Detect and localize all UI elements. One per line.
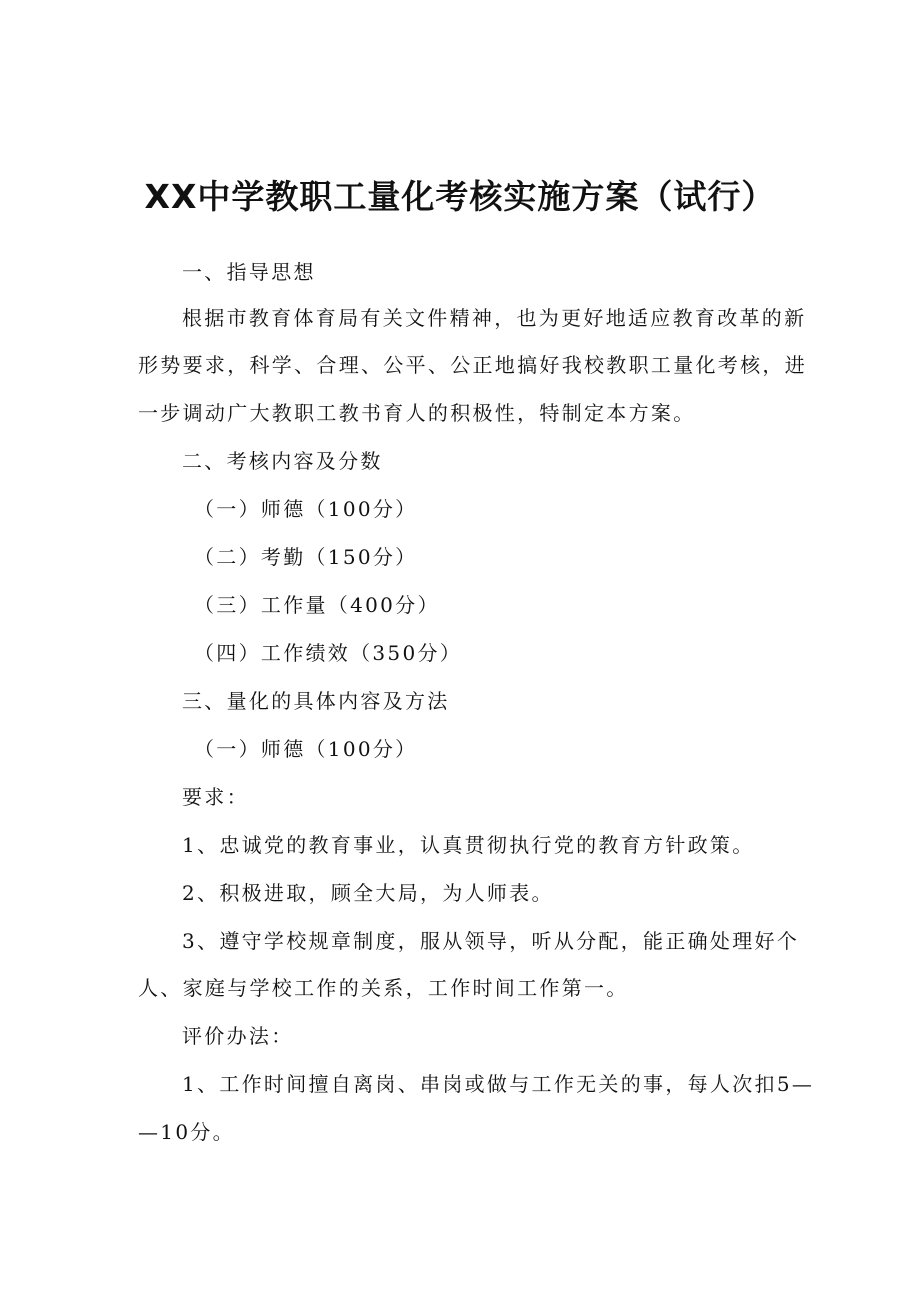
list-item: （一）师德（100分） [194, 497, 418, 521]
paragraph-line: 根据市教育体育局有关文件精神，也为更好地适应教育改革的新 [182, 306, 807, 330]
section-heading-guiding-ideology: 一、指导思想 [182, 260, 316, 284]
paragraph-line: 人、家庭与学校工作的关系，工作时间工作第一。 [138, 976, 629, 1000]
document-title: XX中学教职工量化考核实施方案（试行） [144, 177, 776, 216]
requirement-item: 1、忠诚党的教育事业，认真贯彻执行党的教育方针政策。 [182, 833, 755, 857]
requirements-label: 要求： [182, 785, 249, 809]
section-heading-quantification-methods: 三、量化的具体内容及方法 [182, 689, 450, 713]
list-item: （四）工作绩效（350分） [194, 641, 463, 665]
paragraph-line: 一步调动广大教职工教书育人的积极性，特制定本方案。 [138, 401, 696, 425]
paragraph-line: 形势要求，科学、合理、公平、公正地搞好我校教职工量化考核，进 [138, 353, 807, 377]
list-item: （三）工作量（400分） [194, 593, 440, 617]
list-item: （二）考勤（150分） [194, 545, 418, 569]
section-heading-assessment-content: 二、考核内容及分数 [182, 449, 383, 473]
paragraph-line: —10分。 [138, 1120, 235, 1144]
evaluation-item: 1、工作时间擅自离岗、串岗或做与工作无关的事，每人次扣5— [182, 1072, 815, 1096]
requirement-item: 3、遵守学校规章制度，服从领导，听从分配，能正确处理好个 [182, 929, 800, 953]
requirement-item: 2、积极进取，顾全大局，为人师表。 [182, 881, 554, 905]
subsection-heading: （一）师德（100分） [194, 737, 418, 761]
evaluation-label: 评价办法： [182, 1024, 294, 1048]
